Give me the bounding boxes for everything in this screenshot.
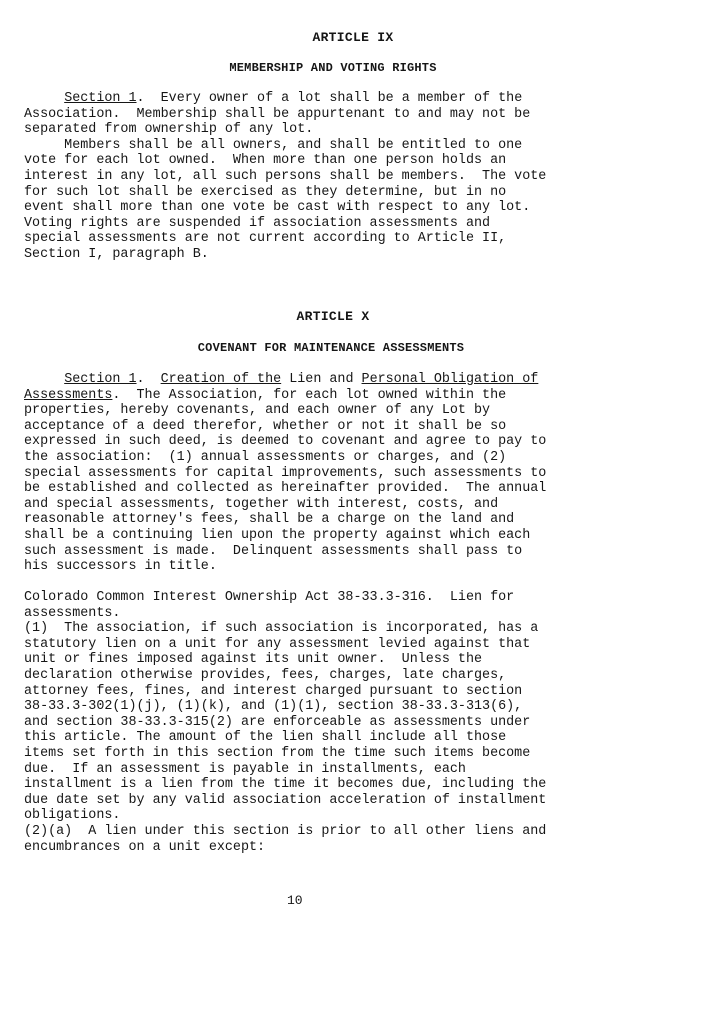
section-label: Section 1 [64, 91, 137, 106]
section-label: Section 1 [64, 372, 137, 387]
statute-excerpt: Colorado Common Interest Ownership Act 38-33.3-316. Lien for assessments. (1) The association, if such association is incorporated, has a statutory lien on a unit for any assessment levied against that unit or fines imposed against its unit owner. Unless the declaration otherwise provides, fees, charges, late charges, attorney fees, fines, and interest charged pursuant to section 38-33.3-302(1)(j), (1)(k), and (1)(1), section 38-33.3-313(6), and section 38-33.3-315(2) are enforceable as assessments under this article. The amount of the lien shall include all those items set forth in this section from the time such items become due. If an assessment is payable in installments, each installment is a lien from the time it becomes due, including the due date set by any valid association acceleration of installment obligations. (2)(a) A lien under this section is prior to all other liens and encumbrances on a unit except: [24, 590, 547, 855]
article-x-section-1 [24, 372, 684, 575]
article-x-heading: ARTICLE X [296, 309, 370, 324]
section-title-part-2: Personal Obligation of [361, 372, 539, 387]
article-ix-heading: ARTICLE IX [312, 30, 394, 45]
section-body: . The Association, for each lot owned within the properties, hereby covenants, and each owner of any Lot by acceptance of a deed therefor, whether or not it shall be so expressed in such deed, is deemed to covenant and agree to pay to the association: (1) annual assessments or charges, and (2) special assessments for capital improvements, such assessments to be established and collected as hereinafter provided. The annual and special assessments, together with interest, costs, and reasonable attorney's fees, shall be a charge on the land and shall be a continuing lien upon the property against which each such assessment is made. Delinquent assessments shall pass to his successors in title. [24, 387, 547, 575]
section-title-part-3: Assessments [24, 387, 113, 403]
page-number: 10 [287, 893, 303, 908]
section-title-mid: Lien and [281, 372, 362, 387]
separator: . [136, 372, 161, 387]
section-indent [24, 91, 64, 106]
article-ix-section-1 [24, 91, 684, 263]
section-indent [24, 372, 64, 387]
section-body: . Every owner of a lot shall be a member of the Association. Membership shall be appurtenant to and may not be separated from ownership of any lot. Members shall be all owners, and shall be entitled to one vote for each lot owned. When more than one person holds an interest in any lot, all such persons shall be members. The vote for such lot shall be exercised as they determine, but in no event shall more than one vote be cast with respect to any lot. Voting rights are suspended if association assessments and special assessments are not current according to Article II, Section I, paragraph B. [24, 91, 547, 262]
article-ix-subheading: MEMBERSHIP AND VOTING RIGHTS [229, 61, 437, 75]
article-x-subheading: COVENANT FOR MAINTENANCE ASSESSMENTS [197, 341, 465, 355]
section-title-part-1: Creation of the [160, 372, 282, 387]
